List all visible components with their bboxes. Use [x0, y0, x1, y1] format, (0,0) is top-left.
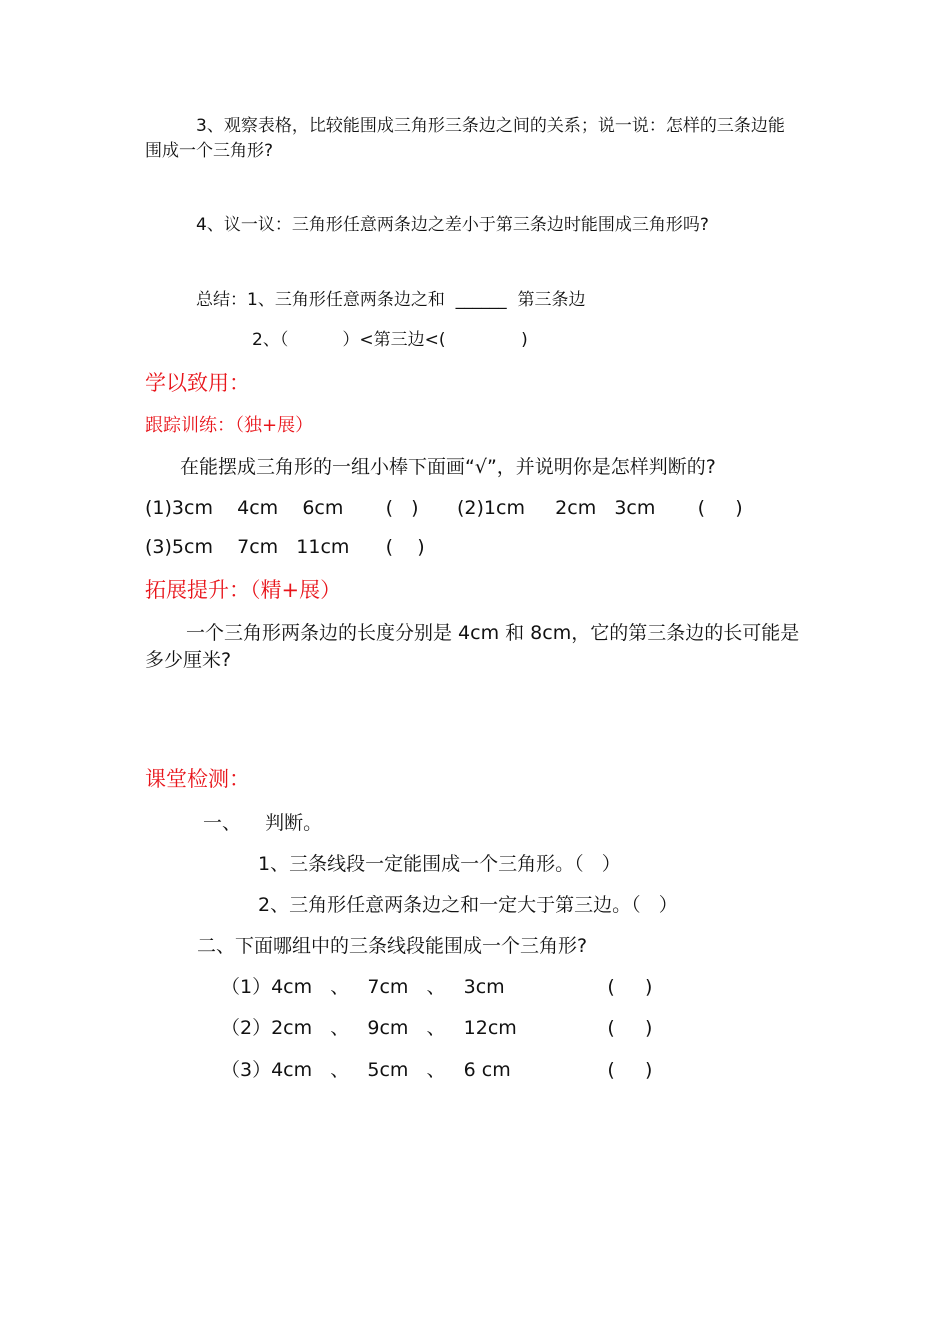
summary-line-2: 2、（ ）<第三边<( ) [252, 330, 528, 350]
exercise-item-1: (1)3cm 4cm 6cm ( ) [145, 497, 419, 519]
test-part-2-item-1: （1）4cm 、 7cm 、 3cm ( ) [221, 976, 653, 998]
extend-question-line-2: 多少厘米? [145, 649, 232, 671]
question-4: 4、议一议：三角形任意两条边之差小于第三条边时能围成三角形吗? [196, 215, 709, 235]
summary-line-1 [196, 292, 585, 309]
summary-line-1-prefix: 总结：1、三角形任意两条边之和 [196, 290, 445, 310]
test-part-2-item-2: （2）2cm 、 9cm 、 12cm ( ) [221, 1017, 653, 1039]
section-title-extend: 拓展提升：（精+展） [145, 578, 342, 602]
summary-line-1-suffix: 第三条边 [517, 290, 586, 310]
instruction-text: 在能摆成三角形的一组小棒下面画“√”，并说明你是怎样判断的? [180, 456, 716, 478]
section-subtitle-training: 跟踪训练：（独+展） [145, 415, 314, 436]
summary-blank: ______ [455, 290, 507, 310]
extend-question-line-1: 一个三角形两条边的长度分别是 4cm 和 8cm，它的第三条边的长可能是 [186, 622, 800, 644]
exercise-item-3: (3)5cm 7cm 11cm ( ) [145, 536, 425, 558]
question-3-line-2: 围成一个三角形? [145, 141, 274, 161]
test-part-1-heading: 一、 判断。 [203, 812, 323, 834]
test-part-2-item-3: （3）4cm 、 5cm 、 6 cm ( ) [221, 1059, 653, 1081]
exercise-item-2: (2)1cm 2cm 3cm ( ) [457, 497, 743, 519]
question-3-line-1: 3、观察表格，比较能围成三角形三条边之间的关系；说一说：怎样的三条边能 [196, 116, 785, 136]
section-title-apply: 学以致用： [145, 371, 250, 395]
section-title-test: 课堂检测： [145, 767, 250, 791]
test-part-2-heading: 二、下面哪组中的三条线段能围成一个三角形? [197, 935, 588, 957]
test-part-1-item-1: 1、三条线段一定能围成一个三角形。（ ） [258, 853, 621, 875]
test-part-1-item-2: 2、三角形任意两条边之和一定大于第三边。（ ） [258, 894, 678, 916]
